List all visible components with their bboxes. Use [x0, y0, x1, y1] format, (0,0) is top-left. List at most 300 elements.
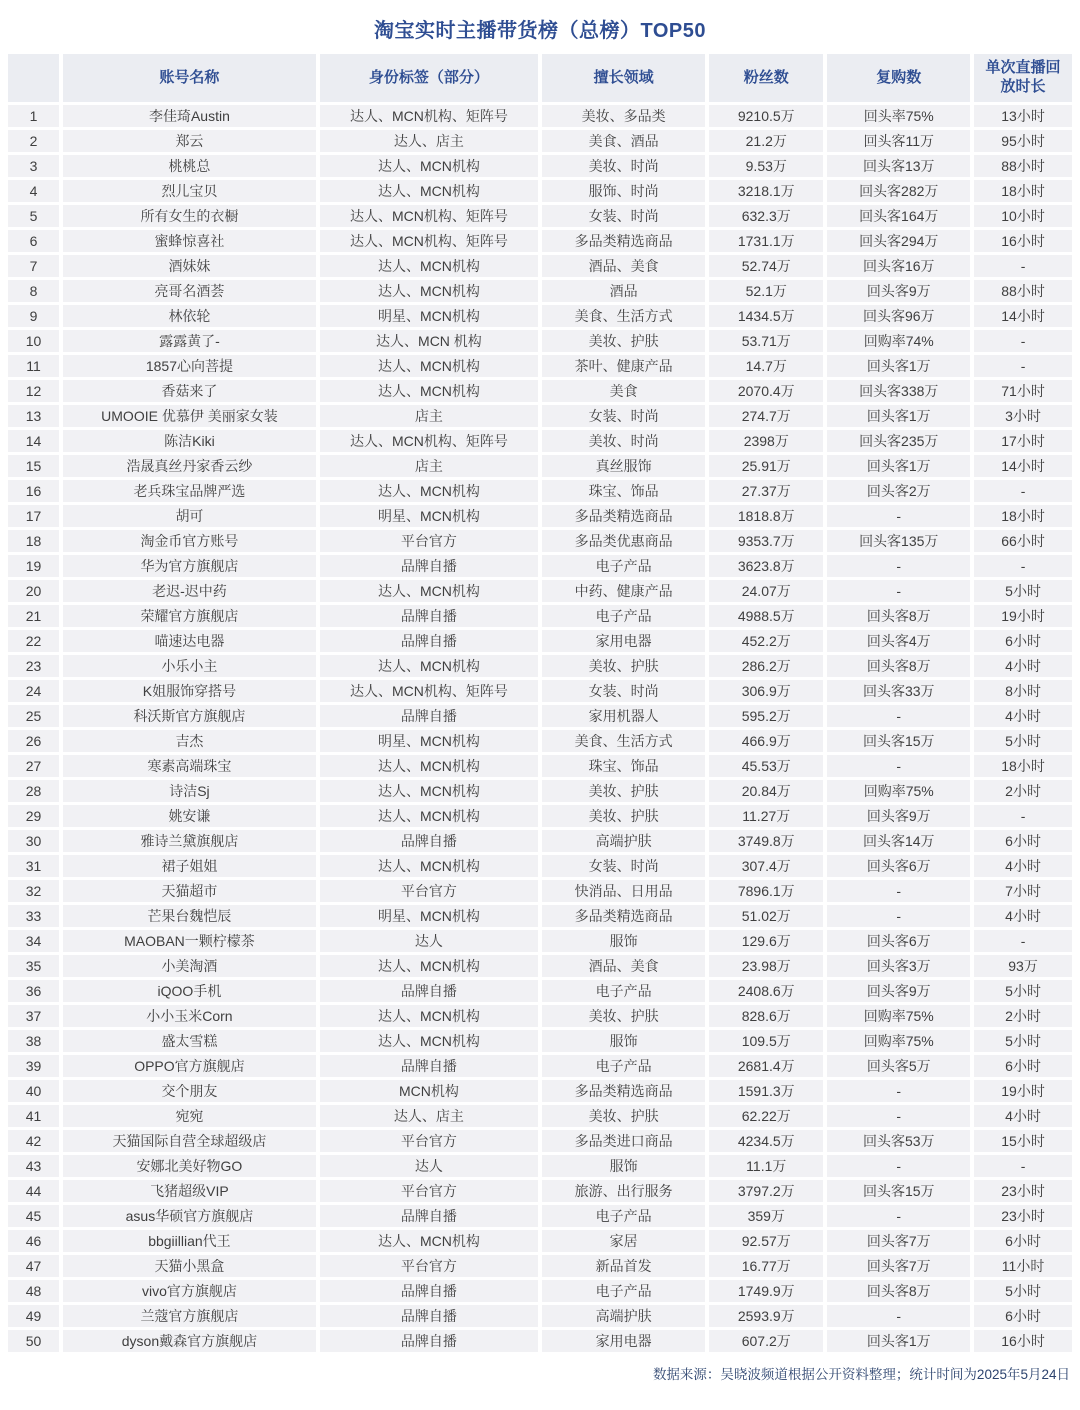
rank-cell: 7: [8, 255, 63, 277]
specialty-cell: 美妆、时尚: [542, 155, 709, 177]
specialty-cell: 美妆、护肤: [542, 1005, 709, 1027]
replay-duration-cell: 6小时: [974, 1230, 1072, 1252]
repurchase-cell: 回头客1万: [827, 355, 974, 377]
replay-duration-cell: 23小时: [974, 1205, 1072, 1227]
identity-tags-cell: 品牌自播: [320, 1055, 542, 1077]
rank-cell: 12: [8, 380, 63, 402]
fans-count-cell: 595.2万: [709, 705, 827, 727]
specialty-cell: 美妆、护肤: [542, 805, 709, 827]
rank-cell: 15: [8, 455, 63, 477]
identity-tags-cell: 品牌自播: [320, 1280, 542, 1302]
rank-cell: 41: [8, 1105, 63, 1127]
fans-count-cell: 9353.7万: [709, 530, 827, 552]
replay-duration-cell: 3小时: [974, 405, 1072, 427]
specialty-cell: 美食: [542, 380, 709, 402]
specialty-cell: 美食、生活方式: [542, 730, 709, 752]
repurchase-cell: 回头客16万: [827, 255, 974, 277]
identity-tags-cell: 平台官方: [320, 1180, 542, 1202]
replay-duration-cell: 2小时: [974, 780, 1072, 802]
repurchase-cell: 回头客11万: [827, 130, 974, 152]
rank-cell: 42: [8, 1130, 63, 1152]
identity-tags-cell: 平台官方: [320, 1130, 542, 1152]
account-name-cell: 华为官方旗舰店: [63, 555, 320, 577]
repurchase-cell: 回购率75%: [827, 780, 974, 802]
fans-count-cell: 3797.2万: [709, 1180, 827, 1202]
specialty-cell: 新品首发: [542, 1255, 709, 1277]
fans-count-cell: 53.71万: [709, 330, 827, 352]
account-name-cell: 香菇来了: [63, 380, 320, 402]
specialty-cell: 美妆、护肤: [542, 655, 709, 677]
identity-tags-cell: 品牌自播: [320, 555, 542, 577]
account-name-cell: 桃桃总: [63, 155, 320, 177]
table-row: [8, 1330, 1072, 1352]
column-header-rank: [8, 54, 63, 102]
account-name-cell: 安娜北美好物GO: [63, 1155, 320, 1177]
replay-duration-cell: 4小时: [974, 855, 1072, 877]
repurchase-cell: 回头客9万: [827, 805, 974, 827]
replay-duration-cell: 4小时: [974, 655, 1072, 677]
rank-cell: 24: [8, 680, 63, 702]
specialty-cell: 美食、酒品: [542, 130, 709, 152]
replay-duration-cell: 18小时: [974, 755, 1072, 777]
identity-tags-cell: 平台官方: [320, 530, 542, 552]
table-row: [8, 1105, 1072, 1127]
repurchase-cell: 回头客6万: [827, 930, 974, 952]
rank-cell: 34: [8, 930, 63, 952]
replay-duration-cell: -: [974, 930, 1072, 952]
replay-duration-cell: 23小时: [974, 1180, 1072, 1202]
fans-count-cell: 306.9万: [709, 680, 827, 702]
repurchase-cell: 回头客1万: [827, 405, 974, 427]
account-name-cell: 天猫国际自营全球超级店: [63, 1130, 320, 1152]
fans-count-cell: 607.2万: [709, 1330, 827, 1352]
fans-count-cell: 62.22万: [709, 1105, 827, 1127]
table-row: [8, 855, 1072, 877]
replay-duration-cell: 6小时: [974, 1305, 1072, 1327]
specialty-cell: 多品类精选商品: [542, 905, 709, 927]
repurchase-cell: 回头客1万: [827, 1330, 974, 1352]
replay-duration-cell: 18小时: [974, 505, 1072, 527]
replay-duration-cell: 10小时: [974, 205, 1072, 227]
rank-cell: 37: [8, 1005, 63, 1027]
identity-tags-cell: 达人、MCN机构: [320, 955, 542, 977]
repurchase-cell: 回头客14万: [827, 830, 974, 852]
fans-count-cell: 109.5万: [709, 1030, 827, 1052]
fans-count-cell: 52.1万: [709, 280, 827, 302]
rank-cell: 30: [8, 830, 63, 852]
replay-duration-cell: 4小时: [974, 705, 1072, 727]
identity-tags-cell: 达人、MCN机构: [320, 1030, 542, 1052]
rank-cell: 14: [8, 430, 63, 452]
replay-duration-cell: -: [974, 805, 1072, 827]
replay-duration-cell: 16小时: [974, 1330, 1072, 1352]
replay-duration-cell: 19小时: [974, 605, 1072, 627]
account-name-cell: dyson戴森官方旗舰店: [63, 1330, 320, 1352]
rank-cell: 44: [8, 1180, 63, 1202]
account-name-cell: bbgiillian代王: [63, 1230, 320, 1252]
rank-cell: 8: [8, 280, 63, 302]
specialty-cell: 多品类精选商品: [542, 505, 709, 527]
table-row: [8, 730, 1072, 752]
fans-count-cell: 21.2万: [709, 130, 827, 152]
table-row: [8, 380, 1072, 402]
fans-count-cell: 7896.1万: [709, 880, 827, 902]
repurchase-cell: 回头客53万: [827, 1130, 974, 1152]
table-row: [8, 1255, 1072, 1277]
repurchase-cell: 回头客8万: [827, 655, 974, 677]
fans-count-cell: 3218.1万: [709, 180, 827, 202]
rank-cell: 36: [8, 980, 63, 1002]
replay-duration-cell: 5小时: [974, 730, 1072, 752]
specialty-cell: 女装、时尚: [542, 680, 709, 702]
rank-cell: 23: [8, 655, 63, 677]
account-name-cell: 烈儿宝贝: [63, 180, 320, 202]
table-row: [8, 180, 1072, 202]
repurchase-cell: 回头客5万: [827, 1055, 974, 1077]
account-name-cell: OPPO官方旗舰店: [63, 1055, 320, 1077]
fans-count-cell: 1749.9万: [709, 1280, 827, 1302]
identity-tags-cell: 达人、MCN机构: [320, 1005, 542, 1027]
identity-tags-cell: 达人、MCN机构: [320, 355, 542, 377]
account-name-cell: UMOOIE 优慕伊 美丽家女装: [63, 405, 320, 427]
rank-cell: 47: [8, 1255, 63, 1277]
ranking-table: [8, 51, 1072, 1355]
identity-tags-cell: 达人、MCN机构、矩阵号: [320, 430, 542, 452]
specialty-cell: 多品类进口商品: [542, 1130, 709, 1152]
repurchase-cell: 回购率74%: [827, 330, 974, 352]
rank-cell: 25: [8, 705, 63, 727]
replay-duration-cell: 5小时: [974, 1030, 1072, 1052]
identity-tags-cell: 平台官方: [320, 880, 542, 902]
fans-count-cell: 4234.5万: [709, 1130, 827, 1152]
identity-tags-cell: 达人、MCN机构: [320, 155, 542, 177]
account-name-cell: 科沃斯官方旗舰店: [63, 705, 320, 727]
specialty-cell: 家用电器: [542, 1330, 709, 1352]
repurchase-cell: 回头客164万: [827, 205, 974, 227]
table-row: [8, 980, 1072, 1002]
identity-tags-cell: 达人、MCN机构: [320, 1230, 542, 1252]
replay-duration-cell: 4小时: [974, 905, 1072, 927]
rank-cell: 20: [8, 580, 63, 602]
rank-cell: 39: [8, 1055, 63, 1077]
account-name-cell: 芒果台魏恺辰: [63, 905, 320, 927]
repurchase-cell: 回头客9万: [827, 280, 974, 302]
column-header-identity-tags: 身份标签（部分）: [320, 54, 542, 102]
fans-count-cell: 2070.4万: [709, 380, 827, 402]
specialty-cell: 中药、健康产品: [542, 580, 709, 602]
fans-count-cell: 23.98万: [709, 955, 827, 977]
account-name-cell: asus华硕官方旗舰店: [63, 1205, 320, 1227]
fans-count-cell: 24.07万: [709, 580, 827, 602]
identity-tags-cell: 品牌自播: [320, 1205, 542, 1227]
specialty-cell: 珠宝、饰品: [542, 480, 709, 502]
fans-count-cell: 2408.6万: [709, 980, 827, 1002]
identity-tags-cell: 达人、MCN机构: [320, 855, 542, 877]
fans-count-cell: 4988.5万: [709, 605, 827, 627]
rank-cell: 2: [8, 130, 63, 152]
specialty-cell: 服饰: [542, 930, 709, 952]
rank-cell: 40: [8, 1080, 63, 1102]
rank-cell: 28: [8, 780, 63, 802]
account-name-cell: 小美淘酒: [63, 955, 320, 977]
table-row: [8, 1180, 1072, 1202]
replay-duration-cell: 6小时: [974, 1055, 1072, 1077]
identity-tags-cell: 达人、MCN机构、矩阵号: [320, 105, 542, 127]
repurchase-cell: 回头客235万: [827, 430, 974, 452]
replay-duration-cell: 15小时: [974, 1130, 1072, 1152]
table-row: [8, 205, 1072, 227]
account-name-cell: 淘金币官方账号: [63, 530, 320, 552]
table-row: [8, 1130, 1072, 1152]
table-row: [8, 930, 1072, 952]
specialty-cell: 美食、生活方式: [542, 305, 709, 327]
repurchase-cell: 回头率75%: [827, 105, 974, 127]
replay-duration-cell: 88小时: [974, 155, 1072, 177]
account-name-cell: 裙子姐姐: [63, 855, 320, 877]
fans-count-cell: 3749.8万: [709, 830, 827, 852]
table-body: [8, 105, 1072, 1352]
specialty-cell: 女装、时尚: [542, 405, 709, 427]
account-name-cell: 交个朋友: [63, 1080, 320, 1102]
account-name-cell: K姐服饰穿搭号: [63, 680, 320, 702]
identity-tags-cell: 达人、MCN机构: [320, 755, 542, 777]
specialty-cell: 真丝服饰: [542, 455, 709, 477]
table-row: [8, 705, 1072, 727]
identity-tags-cell: 店主: [320, 455, 542, 477]
repurchase-cell: -: [827, 1105, 974, 1127]
fans-count-cell: 307.4万: [709, 855, 827, 877]
account-name-cell: 喵速达电器: [63, 630, 320, 652]
repurchase-cell: 回头客1万: [827, 455, 974, 477]
table-row: [8, 455, 1072, 477]
table-row: [8, 655, 1072, 677]
table-row: [8, 1305, 1072, 1327]
rank-cell: 46: [8, 1230, 63, 1252]
rank-cell: 43: [8, 1155, 63, 1177]
table-row: [8, 305, 1072, 327]
repurchase-cell: 回头客13万: [827, 155, 974, 177]
fans-count-cell: 632.3万: [709, 205, 827, 227]
repurchase-cell: 回头客294万: [827, 230, 974, 252]
table-row: [8, 1030, 1072, 1052]
account-name-cell: 兰蔻官方旗舰店: [63, 1305, 320, 1327]
fans-count-cell: 274.7万: [709, 405, 827, 427]
rank-cell: 4: [8, 180, 63, 202]
table-header-row: [8, 54, 1072, 102]
table-row: [8, 630, 1072, 652]
column-header-repurchase: 复购数: [827, 54, 974, 102]
account-name-cell: 诗洁Sj: [63, 780, 320, 802]
table-row: [8, 1055, 1072, 1077]
replay-duration-cell: 17小时: [974, 430, 1072, 452]
repurchase-cell: 回头客15万: [827, 730, 974, 752]
specialty-cell: 家用机器人: [542, 705, 709, 727]
replay-duration-cell: 2小时: [974, 1005, 1072, 1027]
account-name-cell: 林依轮: [63, 305, 320, 327]
rank-cell: 21: [8, 605, 63, 627]
identity-tags-cell: 平台官方: [320, 1255, 542, 1277]
identity-tags-cell: 达人: [320, 1155, 542, 1177]
specialty-cell: 电子产品: [542, 1205, 709, 1227]
identity-tags-cell: 品牌自播: [320, 830, 542, 852]
table-row: [8, 555, 1072, 577]
replay-duration-cell: 19小时: [974, 1080, 1072, 1102]
identity-tags-cell: 达人、MCN机构: [320, 655, 542, 677]
specialty-cell: 电子产品: [542, 980, 709, 1002]
account-name-cell: 天猫小黑盒: [63, 1255, 320, 1277]
account-name-cell: 小小玉米Corn: [63, 1005, 320, 1027]
repurchase-cell: 回购率75%: [827, 1030, 974, 1052]
account-name-cell: 老兵珠宝品牌严选: [63, 480, 320, 502]
specialty-cell: 家居: [542, 1230, 709, 1252]
replay-duration-cell: 14小时: [974, 455, 1072, 477]
fans-count-cell: 1434.5万: [709, 305, 827, 327]
fans-count-cell: 25.91万: [709, 455, 827, 477]
specialty-cell: 多品类精选商品: [542, 1080, 709, 1102]
rank-cell: 29: [8, 805, 63, 827]
replay-duration-cell: 71小时: [974, 380, 1072, 402]
fans-count-cell: 1591.3万: [709, 1080, 827, 1102]
table-row: [8, 580, 1072, 602]
rank-cell: 35: [8, 955, 63, 977]
rank-cell: 10: [8, 330, 63, 352]
table-row: [8, 905, 1072, 927]
specialty-cell: 旅游、出行服务: [542, 1180, 709, 1202]
table-row: [8, 430, 1072, 452]
replay-duration-cell: 5小时: [974, 980, 1072, 1002]
table-row: [8, 155, 1072, 177]
fans-count-cell: 11.27万: [709, 805, 827, 827]
replay-duration-cell: -: [974, 355, 1072, 377]
replay-duration-cell: 4小时: [974, 1105, 1072, 1127]
account-name-cell: 所有女生的衣橱: [63, 205, 320, 227]
specialty-cell: 高端护肤: [542, 830, 709, 852]
table-row: [8, 1155, 1072, 1177]
identity-tags-cell: 品牌自播: [320, 705, 542, 727]
repurchase-cell: -: [827, 880, 974, 902]
fans-count-cell: 2681.4万: [709, 1055, 827, 1077]
identity-tags-cell: 达人、MCN机构: [320, 255, 542, 277]
identity-tags-cell: 达人、MCN 机构: [320, 330, 542, 352]
replay-duration-cell: 6小时: [974, 830, 1072, 852]
rank-cell: 18: [8, 530, 63, 552]
identity-tags-cell: 品牌自播: [320, 630, 542, 652]
identity-tags-cell: 明星、MCN机构: [320, 730, 542, 752]
repurchase-cell: 回头客3万: [827, 955, 974, 977]
page-title: 淘宝实时主播带货榜（总榜）TOP50: [374, 20, 706, 42]
identity-tags-cell: 达人、MCN机构、矩阵号: [320, 230, 542, 252]
replay-duration-cell: 14小时: [974, 305, 1072, 327]
specialty-cell: 电子产品: [542, 555, 709, 577]
fans-count-cell: 1818.8万: [709, 505, 827, 527]
replay-duration-cell: 7小时: [974, 880, 1072, 902]
repurchase-cell: -: [827, 905, 974, 927]
rank-cell: 45: [8, 1205, 63, 1227]
table-row: [8, 255, 1072, 277]
specialty-cell: 酒品、美食: [542, 955, 709, 977]
identity-tags-cell: 达人、店主: [320, 130, 542, 152]
column-header-specialty: 擅长领域: [542, 54, 709, 102]
identity-tags-cell: 品牌自播: [320, 1330, 542, 1352]
table-row: [8, 1280, 1072, 1302]
rank-cell: 38: [8, 1030, 63, 1052]
account-name-cell: 露露黄了-: [63, 330, 320, 352]
specialty-cell: 美妆、护肤: [542, 330, 709, 352]
specialty-cell: 高端护肤: [542, 1305, 709, 1327]
rank-cell: 19: [8, 555, 63, 577]
table-row: [8, 680, 1072, 702]
rank-cell: 11: [8, 355, 63, 377]
fans-count-cell: 9210.5万: [709, 105, 827, 127]
fans-count-cell: 9.53万: [709, 155, 827, 177]
repurchase-cell: 回头客8万: [827, 605, 974, 627]
repurchase-cell: 回头客7万: [827, 1255, 974, 1277]
specialty-cell: 家用电器: [542, 630, 709, 652]
repurchase-cell: -: [827, 755, 974, 777]
replay-duration-cell: 88小时: [974, 280, 1072, 302]
repurchase-cell: -: [827, 705, 974, 727]
identity-tags-cell: 店主: [320, 405, 542, 427]
account-name-cell: iQOO手机: [63, 980, 320, 1002]
replay-duration-cell: 5小时: [974, 580, 1072, 602]
replay-duration-cell: 13小时: [974, 105, 1072, 127]
fans-count-cell: 92.57万: [709, 1230, 827, 1252]
repurchase-cell: 回头客33万: [827, 680, 974, 702]
table-row: [8, 1205, 1072, 1227]
specialty-cell: 电子产品: [542, 1280, 709, 1302]
specialty-cell: 快消品、日用品: [542, 880, 709, 902]
rank-cell: 16: [8, 480, 63, 502]
identity-tags-cell: 达人、MCN机构、矩阵号: [320, 205, 542, 227]
replay-duration-cell: 66小时: [974, 530, 1072, 552]
specialty-cell: 美妆、护肤: [542, 780, 709, 802]
repurchase-cell: 回头客6万: [827, 855, 974, 877]
repurchase-cell: 回购率75%: [827, 1005, 974, 1027]
rank-cell: 5: [8, 205, 63, 227]
repurchase-cell: -: [827, 580, 974, 602]
repurchase-cell: -: [827, 1155, 974, 1177]
account-name-cell: 姚安谦: [63, 805, 320, 827]
rank-cell: 48: [8, 1280, 63, 1302]
rank-cell: 6: [8, 230, 63, 252]
fans-count-cell: 1731.1万: [709, 230, 827, 252]
replay-duration-cell: 16小时: [974, 230, 1072, 252]
specialty-cell: 多品类精选商品: [542, 230, 709, 252]
fans-count-cell: 52.74万: [709, 255, 827, 277]
identity-tags-cell: 达人、MCN机构: [320, 280, 542, 302]
rank-cell: 1: [8, 105, 63, 127]
repurchase-cell: 回头客9万: [827, 980, 974, 1002]
repurchase-cell: 回头客8万: [827, 1280, 974, 1302]
table-row: [8, 880, 1072, 902]
fans-count-cell: 27.37万: [709, 480, 827, 502]
replay-duration-cell: 6小时: [974, 630, 1072, 652]
identity-tags-cell: 达人、MCN机构: [320, 380, 542, 402]
fans-count-cell: 452.2万: [709, 630, 827, 652]
specialty-cell: 美妆、护肤: [542, 1105, 709, 1127]
account-name-cell: vivo官方旗舰店: [63, 1280, 320, 1302]
replay-duration-cell: 95小时: [974, 130, 1072, 152]
fans-count-cell: 11.1万: [709, 1155, 827, 1177]
table-row: [8, 830, 1072, 852]
fans-count-cell: 2398万: [709, 430, 827, 452]
repurchase-cell: 回头客15万: [827, 1180, 974, 1202]
replay-duration-cell: 5小时: [974, 1280, 1072, 1302]
fans-count-cell: 359万: [709, 1205, 827, 1227]
specialty-cell: 电子产品: [542, 1055, 709, 1077]
identity-tags-cell: 明星、MCN机构: [320, 505, 542, 527]
replay-duration-cell: -: [974, 255, 1072, 277]
